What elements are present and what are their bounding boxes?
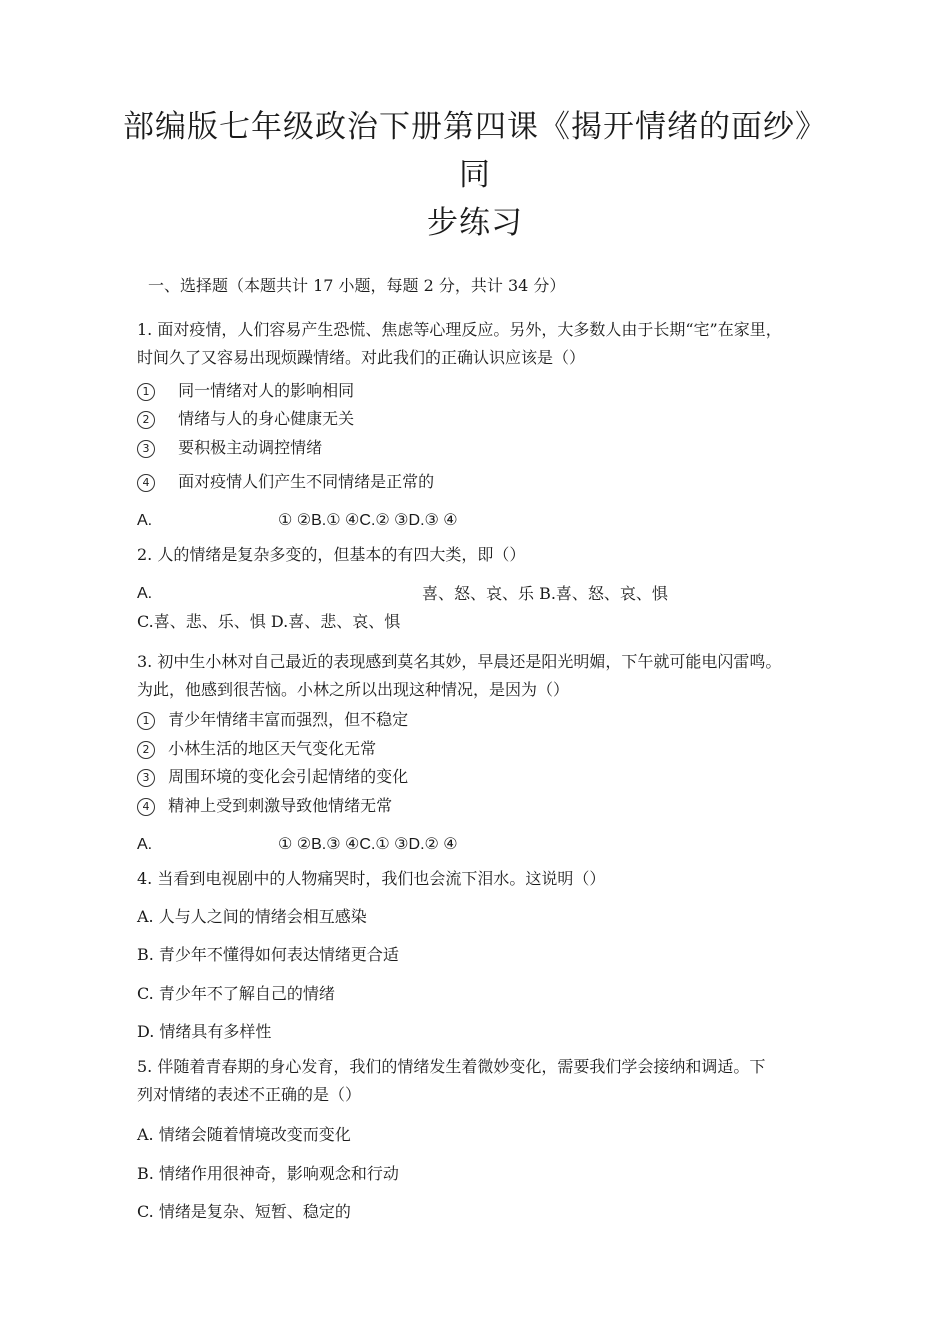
q1-item-3-text: 要积极主动调控情绪	[178, 438, 323, 457]
q3-choices: ① ②B.③ ④C.① ③D.② ④	[278, 836, 458, 853]
q3-choice-label: A.	[137, 836, 153, 853]
circled-number: 2	[137, 411, 155, 429]
q2-choices-line-2: C.喜、悲、乐、惧 D.喜、悲、哀、惧	[137, 612, 401, 631]
circled-number: 2	[137, 741, 155, 759]
q3-item-3	[137, 767, 408, 787]
q1-item-2-text: 情绪与人的身心健康无关	[178, 409, 355, 428]
q3-item-2-text: 小林生活的地区天气变化无常	[168, 739, 377, 758]
q4-option-a: A. 人与人之间的情绪会相互感染	[137, 907, 367, 926]
title-line-2: 步练习	[427, 205, 523, 241]
q3-text-line-1: 3. 初中生小林对自己最近的表现感到莫名其妙，早晨还是阳光明媚，下午就可能电闪雷鸣。	[137, 652, 782, 671]
q1-choices: ① ②B.① ④C.② ③D.③ ④	[278, 512, 458, 529]
q1-item-4	[137, 472, 434, 492]
circled-number: 1	[137, 712, 155, 730]
q1-item-2	[137, 409, 354, 429]
title-line-1: 部编版七年级政治下册第四课《揭开情绪的面纱》同	[123, 109, 827, 193]
q3-item-1	[137, 710, 408, 730]
circled-number: 3	[137, 440, 155, 458]
q1-text-line-2: 时间久了又容易出现烦躁情绪。对此我们的正确认识应该是（）	[137, 348, 586, 367]
q4-option-d: D. 情绪具有多样性	[137, 1022, 272, 1041]
circled-number: 4	[137, 474, 155, 492]
document-title	[120, 103, 830, 247]
q3-item-2	[137, 739, 376, 759]
q5-option-b: B. 情绪作用很神奇，影响观念和行动	[137, 1164, 399, 1183]
circled-number: 4	[137, 798, 155, 816]
q5-option-c: C. 情绪是复杂、短暂、稳定的	[137, 1202, 351, 1221]
q4-option-c: C. 青少年不了解自己的情绪	[137, 984, 335, 1003]
q4-option-b: B. 青少年不懂得如何表达情绪更合适	[137, 945, 399, 964]
circled-number: 3	[137, 769, 155, 787]
q2-text: 2. 人的情绪是复杂多变的，但基本的有四大类，即（）	[137, 545, 526, 564]
q3-item-4	[137, 796, 392, 816]
section-heading: 一、选择题（本题共计 17 小题，每题 2 分，共计 34 分）	[148, 276, 566, 295]
q3-item-3-text: 周围环境的变化会引起情绪的变化	[168, 767, 409, 786]
q3-item-1-text: 青少年情绪丰富而强烈，但不稳定	[168, 710, 409, 729]
q1-text-line-1: 1. 面对疫情，人们容易产生恐慌、焦虑等心理反应。另外，大多数人由于长期“宅”在家里，	[137, 320, 782, 339]
q5-text-line-2: 列对情绪的表述不正确的是（）	[137, 1085, 362, 1104]
q1-item-1-text: 同一情绪对人的影响相同	[178, 381, 355, 400]
q3-text-line-2: 为此，他感到很苦恼。小林之所以出现这种情况，是因为（）	[137, 680, 570, 699]
q2-choice-label: A.	[137, 585, 153, 602]
q4-text: 4. 当看到电视剧中的人物痛哭时，我们也会流下泪水。这说明（）	[137, 869, 606, 888]
circled-number: 1	[137, 383, 155, 401]
q5-option-a: A. 情绪会随着情境改变而变化	[137, 1125, 351, 1144]
q3-item-4-text: 精神上受到刺激导致他情绪无常	[168, 796, 393, 815]
q1-item-3	[137, 438, 322, 458]
q1-choice-label: A.	[137, 512, 153, 529]
q5-text-line-1: 5. 伴随着青春期的身心发育，我们的情绪发生着微妙变化，需要我们学会接纳和调适。下	[137, 1057, 766, 1076]
q1-item-4-text: 面对疫情人们产生不同情绪是正常的	[178, 472, 435, 491]
q2-choices-line-1: 喜、怒、哀、乐 B.喜、怒、哀、惧	[422, 584, 668, 603]
q1-item-1	[137, 381, 354, 401]
